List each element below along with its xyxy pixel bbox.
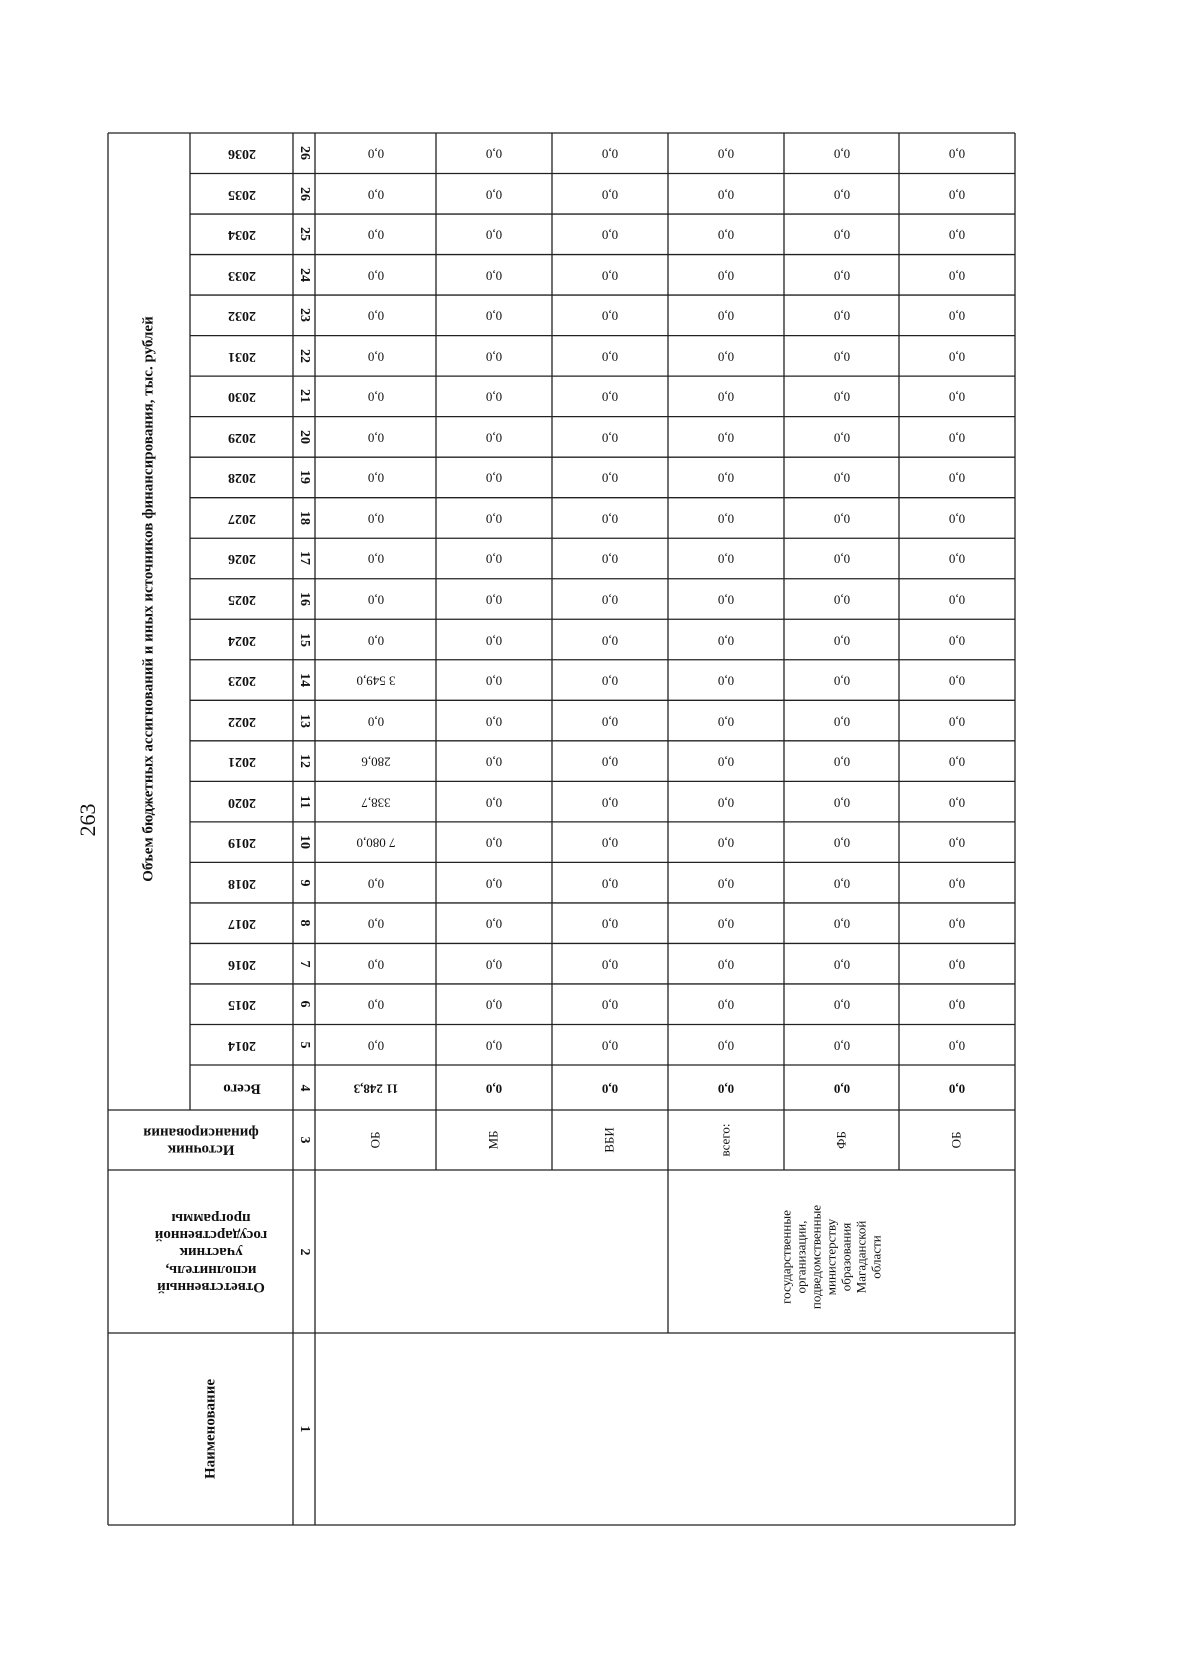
value-cell: 0,0 bbox=[601, 632, 619, 648]
column-number: 11 bbox=[297, 794, 313, 809]
value-cell: 0,0 bbox=[833, 1038, 850, 1054]
value-cell: 0,0 bbox=[948, 997, 966, 1013]
responsible-header-line: Ответственный bbox=[156, 1278, 265, 1295]
year-label-2034: 2034 bbox=[227, 227, 256, 243]
source-header bbox=[143, 1123, 259, 1158]
value-cell: 0,0 bbox=[601, 146, 619, 162]
value-cell: 0,0 bbox=[485, 308, 503, 324]
column-number: 18 bbox=[297, 510, 313, 525]
value-cell: 0,0 bbox=[717, 1038, 735, 1054]
column-number: 15 bbox=[297, 632, 313, 647]
value-cell: 0,0 bbox=[717, 308, 735, 324]
column-number: 19 bbox=[297, 470, 313, 485]
responsible-header-line: программы bbox=[170, 1209, 251, 1226]
value-cell: 0,0 bbox=[833, 187, 850, 203]
responsible-organization-line: образования bbox=[837, 1222, 853, 1291]
value-cell: 0,0 bbox=[948, 389, 966, 405]
page-number: 263 bbox=[75, 803, 100, 837]
value-cell: 0,0 bbox=[833, 146, 850, 162]
value-cell: 0,0 bbox=[367, 227, 384, 243]
value-cell: 0,0 bbox=[601, 349, 619, 365]
responsible-header-line: государственной bbox=[154, 1226, 267, 1243]
value-cell: 0,0 bbox=[717, 876, 735, 892]
value-cell: 0,0 bbox=[485, 511, 503, 527]
year-label-2022: 2022 bbox=[227, 713, 256, 729]
value-cell: 0,0 bbox=[948, 551, 966, 567]
year-label-2036: 2036 bbox=[227, 146, 256, 162]
value-cell: 0,0 bbox=[367, 1038, 384, 1054]
value-cell: 0,0 bbox=[601, 673, 619, 689]
volume-header: Объем бюджетных ассигнований и иных источников финансирования, тыс. рублей bbox=[140, 316, 157, 882]
value-cell: 0,0 bbox=[485, 835, 503, 851]
row-source: всего: bbox=[717, 1123, 733, 1157]
value-cell: 0,0 bbox=[601, 997, 619, 1013]
column-number: 22 bbox=[297, 348, 313, 363]
row-total: 0,0 bbox=[601, 1080, 619, 1096]
year-label-2020: 2020 bbox=[227, 794, 256, 810]
value-cell: 0,0 bbox=[367, 511, 384, 527]
name-header: Наименование bbox=[201, 1379, 218, 1479]
value-cell: 0,0 bbox=[601, 1038, 619, 1054]
value-cell: 0,0 bbox=[601, 511, 619, 527]
value-cell: 0,0 bbox=[717, 714, 735, 730]
value-cell: 0,0 bbox=[601, 835, 619, 851]
value-cell: 0,0 bbox=[717, 795, 735, 811]
column-number: 14 bbox=[297, 673, 313, 688]
row-source: ФБ bbox=[833, 1131, 849, 1149]
value-cell: 0,0 bbox=[948, 795, 966, 811]
value-cell: 0,0 bbox=[717, 349, 735, 365]
value-cell: 0,0 bbox=[948, 714, 966, 730]
row-source: ОБ bbox=[948, 1131, 964, 1149]
column-number: 21 bbox=[297, 389, 313, 404]
value-cell: 0,0 bbox=[833, 592, 850, 608]
value-cell: 0,0 bbox=[948, 957, 966, 973]
value-cell: 0,0 bbox=[948, 349, 966, 365]
value-cell: 0,0 bbox=[601, 268, 619, 284]
column-number: 26 bbox=[297, 146, 313, 161]
value-cell: 0,0 bbox=[367, 308, 384, 324]
value-cell: 0,0 bbox=[948, 470, 966, 486]
column-number: 16 bbox=[297, 592, 313, 606]
value-cell: 0,0 bbox=[717, 632, 735, 648]
value-cell: 0,0 bbox=[833, 714, 850, 730]
value-cell: 0,0 bbox=[601, 592, 619, 608]
year-label-2029: 2029 bbox=[227, 429, 256, 445]
value-cell: 0,0 bbox=[367, 592, 384, 608]
value-cell: 0,0 bbox=[601, 227, 619, 243]
value-cell: 0,0 bbox=[948, 187, 966, 203]
value-cell: 0,0 bbox=[833, 551, 850, 567]
row-total: 0,0 bbox=[485, 1080, 503, 1096]
value-cell: 0,0 bbox=[367, 632, 384, 648]
year-label-2014: 2014 bbox=[227, 1037, 256, 1053]
column-number: 24 bbox=[297, 267, 313, 282]
value-cell: 0,0 bbox=[948, 1038, 966, 1054]
responsible-organization-line: организации, bbox=[793, 1219, 809, 1294]
column-number: 26 bbox=[297, 186, 313, 201]
column-number: 10 bbox=[297, 835, 313, 850]
value-cell: 0,0 bbox=[833, 389, 850, 405]
value-cell: 0,0 bbox=[717, 551, 735, 567]
value-cell: 0,0 bbox=[367, 551, 384, 567]
value-cell: 0,0 bbox=[485, 146, 503, 162]
row-total: 11 248,3 bbox=[353, 1080, 398, 1096]
value-cell: 0,0 bbox=[367, 997, 384, 1013]
value-cell: 0,0 bbox=[601, 470, 619, 486]
year-label-2028: 2028 bbox=[227, 470, 256, 486]
value-cell: 0,0 bbox=[485, 1038, 503, 1054]
value-cell: 0,0 bbox=[833, 997, 850, 1013]
value-cell: 0,0 bbox=[833, 632, 850, 648]
value-cell: 0,0 bbox=[948, 511, 966, 527]
column-number: 7 bbox=[297, 960, 313, 968]
responsible-organization-line: области bbox=[867, 1234, 883, 1279]
value-cell: 0,0 bbox=[601, 957, 619, 973]
responsible-organization-line: государственные bbox=[778, 1209, 794, 1304]
value-cell: 0,0 bbox=[485, 673, 503, 689]
value-cell: 0,0 bbox=[833, 308, 850, 324]
value-cell: 0,0 bbox=[601, 795, 619, 811]
year-label-2025: 2025 bbox=[227, 592, 256, 608]
value-cell: 0,0 bbox=[717, 268, 735, 284]
row-source: МБ bbox=[485, 1130, 501, 1150]
value-cell: 280,6 bbox=[360, 754, 391, 770]
value-cell: 0,0 bbox=[833, 916, 850, 932]
value-cell: 0,0 bbox=[485, 470, 503, 486]
year-label-2016: 2016 bbox=[227, 956, 256, 972]
year-label-2023: 2023 bbox=[227, 673, 256, 689]
value-cell: 0,0 bbox=[485, 997, 503, 1013]
value-cell: 0,0 bbox=[485, 187, 503, 203]
row-source: ВБИ bbox=[601, 1127, 617, 1153]
value-cell: 0,0 bbox=[485, 268, 503, 284]
year-label-2018: 2018 bbox=[227, 875, 256, 891]
value-cell: 0,0 bbox=[717, 389, 735, 405]
value-cell: 0,0 bbox=[717, 227, 735, 243]
value-cell: 0,0 bbox=[948, 916, 966, 932]
value-cell: 0,0 bbox=[833, 511, 850, 527]
value-cell: 0,0 bbox=[948, 592, 966, 608]
value-cell: 0,0 bbox=[717, 430, 735, 446]
value-cell: 0,0 bbox=[833, 227, 850, 243]
value-cell: 0,0 bbox=[485, 349, 503, 365]
responsible-header bbox=[154, 1208, 267, 1294]
column-number: 13 bbox=[297, 713, 313, 728]
column-number: 3 bbox=[297, 1136, 313, 1144]
responsible-organization-line: Магаданской bbox=[852, 1220, 868, 1293]
value-cell: 3 549,0 bbox=[356, 673, 395, 689]
row-total: 0,0 bbox=[717, 1080, 735, 1096]
value-cell: 0,0 bbox=[717, 916, 735, 932]
column-number: 23 bbox=[297, 308, 313, 323]
year-label-2033: 2033 bbox=[227, 267, 256, 283]
value-cell: 0,0 bbox=[948, 227, 966, 243]
responsible-header-line: исполнитель, bbox=[164, 1261, 257, 1278]
value-cell: 0,0 bbox=[367, 146, 384, 162]
value-cell: 0,0 bbox=[485, 389, 503, 405]
column-number: 25 bbox=[297, 227, 313, 242]
row-source: ОБ bbox=[367, 1131, 383, 1149]
year-label-2027: 2027 bbox=[227, 511, 256, 526]
column-number: 20 bbox=[297, 429, 313, 444]
column-number: 6 bbox=[297, 1000, 313, 1008]
value-cell: 0,0 bbox=[367, 187, 384, 203]
total-header: Всего bbox=[222, 1080, 261, 1097]
value-cell: 0,0 bbox=[833, 430, 850, 446]
value-cell: 0,0 bbox=[833, 957, 850, 973]
year-label-2021: 2021 bbox=[227, 754, 256, 770]
value-cell: 338,7 bbox=[360, 795, 391, 811]
value-cell: 0,0 bbox=[717, 835, 735, 851]
column-number: 5 bbox=[297, 1041, 313, 1049]
value-cell: 0,0 bbox=[948, 673, 966, 689]
value-cell: 0,0 bbox=[367, 268, 384, 284]
value-cell: 0,0 bbox=[717, 997, 735, 1013]
value-cell: 0,0 bbox=[833, 835, 850, 851]
year-label-2032: 2032 bbox=[227, 308, 256, 324]
value-cell: 0,0 bbox=[601, 714, 619, 730]
value-cell: 0,0 bbox=[367, 957, 384, 973]
column-number: 9 bbox=[297, 879, 313, 887]
value-cell: 0,0 bbox=[833, 268, 850, 284]
value-cell: 0,0 bbox=[948, 308, 966, 324]
value-cell: 0,0 bbox=[833, 470, 850, 486]
value-cell: 0,0 bbox=[485, 227, 503, 243]
value-cell: 0,0 bbox=[485, 430, 503, 446]
value-cell: 0,0 bbox=[485, 632, 503, 648]
value-cell: 0,0 bbox=[367, 876, 384, 892]
value-cell: 0,0 bbox=[601, 876, 619, 892]
year-label-2031: 2031 bbox=[227, 348, 256, 364]
source-header-line: финансирования bbox=[142, 1124, 259, 1140]
column-number: 2 bbox=[297, 1248, 313, 1255]
value-cell: 0,0 bbox=[833, 876, 850, 892]
responsible-header-line: участник bbox=[178, 1244, 243, 1261]
responsible-organization bbox=[779, 1204, 884, 1308]
value-cell: 0,0 bbox=[717, 957, 735, 973]
value-cell: 0,0 bbox=[833, 754, 850, 770]
source-header-line: Источник bbox=[167, 1141, 235, 1158]
year-label-2024: 2024 bbox=[227, 632, 256, 648]
value-cell: 0,0 bbox=[601, 916, 619, 932]
year-label-2019: 2019 bbox=[227, 835, 256, 851]
responsible-organization-line: министерству bbox=[823, 1218, 839, 1295]
value-cell: 0,0 bbox=[485, 795, 503, 811]
value-cell: 0,0 bbox=[717, 511, 735, 527]
value-cell: 0,0 bbox=[367, 389, 384, 405]
value-cell: 0,0 bbox=[601, 754, 619, 770]
year-label-2017: 2017 bbox=[227, 916, 256, 932]
value-cell: 0,0 bbox=[948, 268, 966, 284]
column-number: 17 bbox=[297, 551, 313, 566]
value-cell: 0,0 bbox=[833, 795, 850, 811]
value-cell: 0,0 bbox=[601, 308, 619, 324]
column-number: 12 bbox=[297, 754, 313, 769]
row-total: 0,0 bbox=[948, 1080, 966, 1096]
value-cell: 0,0 bbox=[717, 754, 735, 770]
value-cell: 0,0 bbox=[367, 430, 384, 446]
value-cell: 0,0 bbox=[485, 754, 503, 770]
column-number: 1 bbox=[297, 1425, 313, 1433]
value-cell: 0,0 bbox=[485, 714, 503, 730]
value-cell: 0,0 bbox=[717, 673, 735, 689]
row-total: 0,0 bbox=[833, 1080, 850, 1096]
value-cell: 0,0 bbox=[367, 714, 384, 730]
value-cell: 0,0 bbox=[367, 916, 384, 932]
value-cell: 0,0 bbox=[948, 146, 966, 162]
value-cell: 0,0 bbox=[948, 430, 966, 446]
value-cell: 0,0 bbox=[367, 470, 384, 486]
value-cell: 0,0 bbox=[485, 592, 503, 608]
column-number: 4 bbox=[297, 1084, 313, 1091]
year-label-2035: 2035 bbox=[227, 186, 256, 202]
year-label-2026: 2026 bbox=[227, 551, 256, 567]
value-cell: 0,0 bbox=[601, 389, 619, 405]
value-cell: 0,0 bbox=[948, 835, 966, 851]
value-cell: 0,0 bbox=[601, 551, 619, 567]
value-cell: 0,0 bbox=[948, 876, 966, 892]
value-cell: 0,0 bbox=[485, 957, 503, 973]
value-cell: 0,0 bbox=[367, 349, 384, 365]
value-cell: 0,0 bbox=[717, 187, 735, 203]
value-cell: 0,0 bbox=[485, 551, 503, 567]
value-cell: 0,0 bbox=[948, 754, 966, 770]
value-cell: 0,0 bbox=[833, 349, 850, 365]
year-label-2015: 2015 bbox=[227, 997, 256, 1013]
value-cell: 0,0 bbox=[485, 876, 503, 892]
year-label-2030: 2030 bbox=[227, 389, 256, 405]
value-cell: 0,0 bbox=[948, 632, 966, 648]
value-cell: 0,0 bbox=[717, 146, 735, 162]
value-cell: 0,0 bbox=[833, 673, 850, 689]
responsible-organization-line: подведомственные bbox=[808, 1204, 824, 1309]
value-cell: 7 080,0 bbox=[356, 835, 395, 851]
value-cell: 0,0 bbox=[601, 430, 619, 446]
value-cell: 0,0 bbox=[717, 470, 735, 486]
value-cell: 0,0 bbox=[717, 592, 735, 608]
column-number: 8 bbox=[297, 919, 313, 927]
value-cell: 0,0 bbox=[485, 916, 503, 932]
value-cell: 0,0 bbox=[601, 187, 619, 203]
